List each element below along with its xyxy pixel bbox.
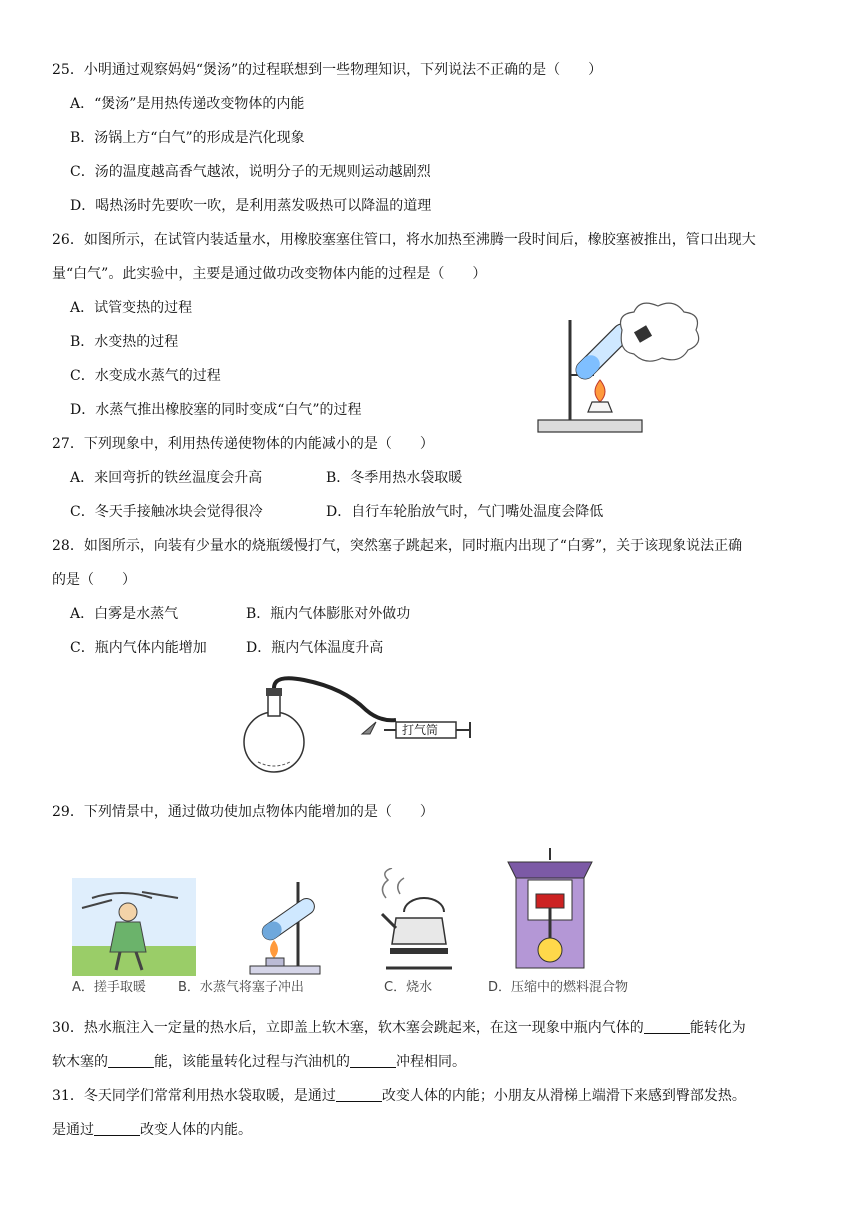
q28-option-b: B．瓶内气体膨胀对外做功 — [246, 606, 411, 622]
q25-option-b: B．汤锅上方“白气”的形成是汽化现象 — [70, 130, 305, 146]
q30-text-1: 30．热水瓶注入一定量的热水后，立即盖上软木塞，软木塞会跳起来，在这一现象中瓶内气体的 — [52, 1020, 644, 1036]
caption-b: B．水蒸气将塞子冲出 — [178, 980, 304, 995]
q27-option-b: B．冬季用热水袋取暖 — [326, 470, 463, 486]
flask-pump-figure — [236, 676, 476, 778]
image-b-steam-cork — [240, 878, 330, 976]
q26-option-b: B．水变热的过程 — [70, 334, 179, 350]
q26-option-c: C．水变成水蒸气的过程 — [70, 368, 221, 384]
caption-a: A．搓手取暖 — [72, 980, 146, 995]
q30-text-5: 冲程相同。 — [396, 1054, 466, 1070]
q31-text-2: 改变人体的内能；小朋友从滑梯上端滑下来感到臀部发热。 — [381, 1088, 746, 1104]
question-30-line2 — [52, 1052, 466, 1072]
question-28-stem-line1: 28．如图所示，向装有少量水的烧瓶缓慢打气，突然塞子跳起来，同时瓶内出现了“白雾”，关于该现象说法正确 — [52, 538, 743, 554]
q27-option-c: C．冬天手接触冰块会觉得很冷 — [70, 504, 263, 520]
q28-option-c: C．瓶内气体内能增加 — [70, 640, 207, 656]
question-26-stem-line2: 量“白气”。此实验中，主要是通过做功改变物体内能的过程是（ ） — [52, 266, 487, 282]
question-27-stem: 27．下列现象中，利用热传递使物体的内能减小的是（ ） — [52, 436, 434, 452]
image-a-rubbing-hands — [72, 878, 196, 976]
caption-c: C．烧水 — [384, 980, 433, 995]
question-29-stem: 29．下列情景中，通过做功使加点物体内能增加的是（ ） — [52, 804, 434, 820]
q27-option-d: D．自行车轮胎放气时，气门嘴处温度会降低 — [326, 504, 604, 520]
pump-label: 打气筒 — [402, 723, 439, 737]
image-c-boiling-kettle — [366, 868, 452, 976]
q26-option-d: D．水蒸气推出橡胶塞的同时变成“白气”的过程 — [70, 402, 362, 418]
test-tube-stand-figure — [530, 300, 710, 440]
q28-option-d: D．瓶内气体温度升高 — [246, 640, 384, 656]
question-28-stem-line2: 的是（ ） — [52, 572, 136, 588]
q28-option-a: A．白雾是水蒸气 — [70, 606, 179, 622]
q30-blank-2[interactable] — [108, 1053, 154, 1068]
q30-text-2: 能转化为 — [689, 1020, 746, 1036]
question-30-line1 — [52, 1018, 746, 1038]
q30-text-3: 软木塞的 — [52, 1054, 108, 1070]
q30-blank-1[interactable] — [644, 1019, 690, 1034]
caption-d: D．压缩中的燃料混合物 — [488, 980, 629, 995]
q25-option-d: D．喝热汤时先要吹一吹，是利用蒸发吸热可以降温的道理 — [70, 198, 432, 214]
q30-blank-3[interactable] — [350, 1053, 396, 1068]
q31-text-3: 是通过 — [52, 1122, 94, 1138]
q31-text-1: 31．冬天同学们常常利用热水袋取暖，是通过 — [52, 1088, 336, 1104]
q25-option-a: A．“煲汤”是用热传递改变物体的内能 — [70, 96, 305, 112]
q30-text-4: 能，该能量转化过程与汽油机的 — [154, 1054, 350, 1070]
q27-option-a: A．来回弯折的铁丝温度会升高 — [70, 470, 263, 486]
q31-blank-1[interactable] — [336, 1087, 382, 1102]
q26-option-a: A．试管变热的过程 — [70, 300, 193, 316]
question-31-line1 — [52, 1086, 746, 1106]
question-25-stem: 25．小明通过观察妈妈“煲汤”的过程联想到一些物理知识，下列说法不正确的是（ ） — [52, 62, 603, 78]
q31-text-4: 改变人体的内能。 — [140, 1122, 252, 1138]
image-d-engine-compression — [500, 846, 600, 976]
q25-option-c: C．汤的温度越高香气越浓，说明分子的无规则运动越剧烈 — [70, 164, 431, 180]
question-31-line2 — [52, 1120, 252, 1140]
q31-blank-2[interactable] — [94, 1121, 140, 1136]
question-26-stem-line1: 26．如图所示，在试管内装适量水，用橡胶塞塞住管口，将水加热至沸腾一段时间后，橡胶塞被推出，管口出现大 — [52, 232, 756, 248]
